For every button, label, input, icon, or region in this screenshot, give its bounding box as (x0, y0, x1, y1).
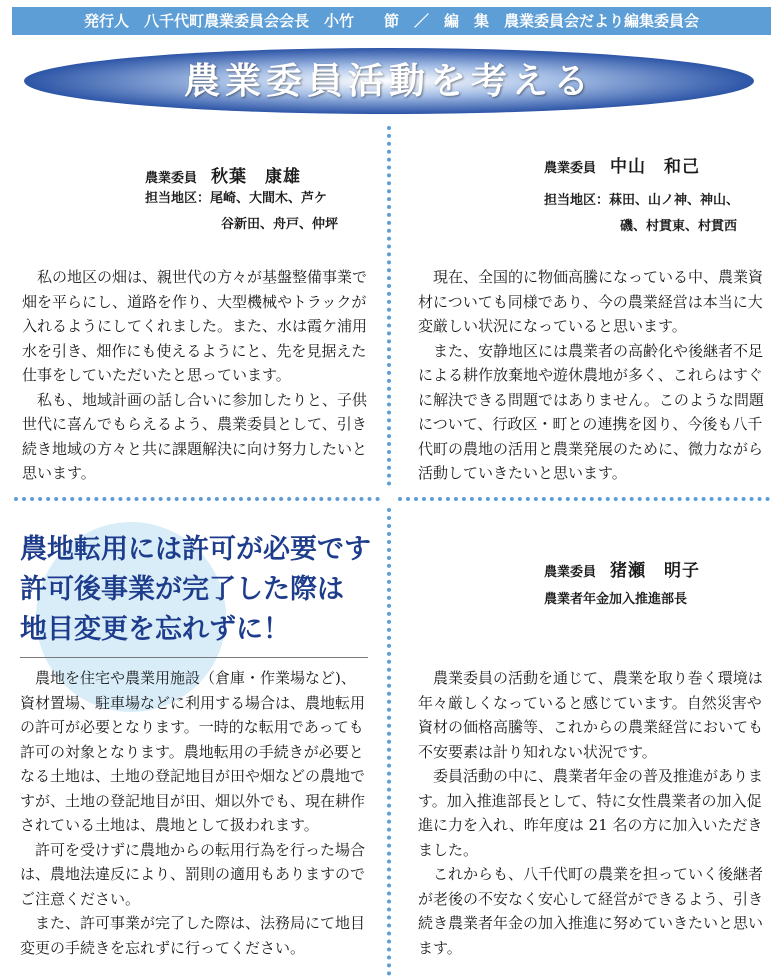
member2-area-line1: 菻田、山ノ神、神山、 (609, 193, 740, 208)
member1-area-label: 担当地区： (145, 191, 211, 206)
member3-nameplate (544, 556, 700, 581)
member2-paragraph: 現在、全国的に物価高騰になっている中、農業資材についても同様であり、今の農業経営は本当に大変厳しい状況になっていると思います。 (418, 268, 764, 335)
member3-position: 農業者年金加入推進部長 (544, 592, 688, 607)
notice-headline-line: 地目変更を忘れずに！ (20, 614, 290, 645)
headline-underline (20, 657, 368, 658)
page-title: 農業委員活動を考える (183, 60, 594, 102)
member2-name: 中山 和己 (610, 157, 701, 177)
member3-article (418, 666, 764, 960)
notice-headline-line: 農地転用には許可が必要です (20, 534, 371, 565)
member1-paragraph: 私も、地域計画の話し合いに参加したりと、子供世代に喜んでもらえるよう、農業委員として、引き続き地域の方々と共に課題解決に向け努力したいと思います。 (22, 390, 368, 482)
member1-paragraph: 私の地区の畑は、親世代の方々が基盤整備事業で畑を平らにし、道路を作り、大型機械やトラックが入れるようにしてくれました。また、水は霞ケ浦用水を引き、畑作にも使えるようにと、先を見据えた仕事をしていただいたと思っています。 (22, 268, 368, 384)
member3-paragraph: 農業委員の活動を通じて、農業を取り巻く環境は年々厳しくなっていると感じています。自然災害や資材の価格高騰等、これからの農業経営においても不安要素は計り知れない状況です。 (418, 669, 764, 761)
member2-role: 農業委員 (544, 161, 597, 176)
member1-area (145, 186, 338, 238)
member3-paragraph: これからも、八千代町の農業を担っていく後継者が老後の不安なく安心して経営ができるよう、引き続き農業者年金の加入推進に努めていきたいと思います。 (418, 865, 764, 957)
member1-article (22, 265, 367, 486)
member1-role: 農業委員 (145, 171, 198, 186)
member3-name: 猪瀬 明子 (610, 561, 701, 581)
notice-headline-line: 許可後事業が完了した際は (20, 574, 344, 605)
member2-area (544, 188, 739, 240)
member2-area-line2: 磯、村貫東、村貫西 (620, 219, 738, 234)
notice-headline (20, 530, 380, 650)
row-divider-right (398, 497, 770, 501)
publisher-header: 発行人 八千代町農業委員会会長 小竹 節 ／ 編 集 農業委員会だより編集委員会 (12, 7, 771, 35)
member2-area-label: 担当地区： (544, 193, 610, 208)
member1-nameplate (145, 162, 301, 187)
notice-paragraph: また、許可事業が完了した際は、法務局にて地目変更の手続きを忘れずに行ってください。 (20, 914, 366, 957)
member2-paragraph: また、安静地区には農業者の高齢化や後継者不足による耕作放棄地や遊休農地が多く、これらはすぐに解決できる問題ではありません。このような問題について、行政区・町との連携を図り、今後も八千代町の農地の活用と農業発展のために、微力ながら活動していきたいと思います。 (418, 341, 764, 482)
row-divider-left (14, 497, 380, 501)
member2-nameplate (544, 152, 700, 177)
member1-name: 秋葉 康雄 (211, 167, 302, 187)
column-divider-top (387, 126, 391, 486)
notice-paragraph: 農地を住宅や農業用施設（倉庫・作業場など)、資材置場、駐車場などに利用する場合は、農地転用の許可が必要となります。一時的な転用であっても許可の対象となります。農地転用の手続きが必要となる土地は、土地の登記地目が田や畑などの農地ですが、土地の登記地目が田、畑以外でも、現在耕作されている土地は、農地として扱われます。 (20, 669, 366, 834)
member3-role: 農業委員 (544, 565, 597, 580)
notice-paragraph: 許可を受けずに農地からの転用行為を行った場合は、農地法違反により、罰則の適用もありますのでご注意ください。 (20, 840, 366, 908)
member3-paragraph: 委員活動の中に、農業者年金の普及推進があります。加入推進部長として、特に女性農業者の加入促進に力を入れ、昨年度は 21 名の方に加入いただきました。 (418, 767, 764, 859)
member1-area-line1: 尾崎、大間木、芦ケ (210, 191, 328, 206)
member2-article (418, 265, 764, 486)
notice-article (20, 666, 366, 960)
column-divider-bottom (387, 508, 391, 976)
member1-area-line2: 谷新田、舟戸、仲坪 (221, 217, 339, 232)
